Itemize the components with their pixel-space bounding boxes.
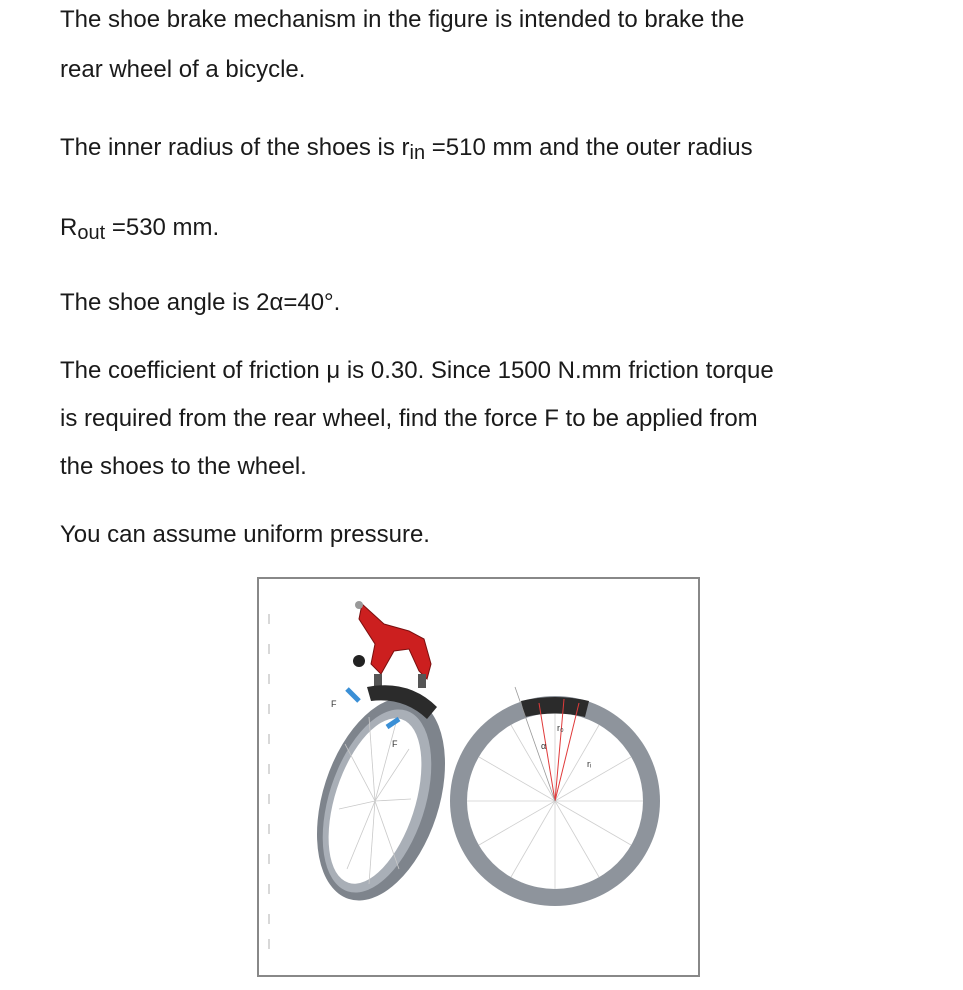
paragraph-1-line-1: The shoe brake mechanism in the figure is intended to brake the — [60, 6, 745, 33]
label-f-mid: F — [392, 739, 398, 749]
paragraph-1-line-2: rear wheel of a bicycle. — [60, 56, 306, 83]
paragraph-2 — [60, 134, 753, 162]
inner-radius-value: =510 mm and the outer radius — [425, 134, 753, 161]
outer-radius-subscript: out — [77, 222, 106, 244]
label-alpha: α — [541, 741, 547, 751]
brake-diagram — [259, 579, 698, 975]
inner-radius-prefix: The inner radius of the shoes is — [60, 134, 402, 161]
brake-caliper — [353, 601, 431, 688]
brake-figure — [257, 577, 700, 977]
paragraph-3 — [60, 214, 219, 242]
outer-radius-symbol: R — [60, 214, 78, 241]
front-wheel — [450, 687, 660, 906]
label-r-inner: rᵢ — [587, 759, 592, 769]
outer-radius-value: =530 mm. — [105, 214, 220, 241]
perspective-wheel — [293, 681, 468, 917]
force-arrow-left — [347, 689, 359, 701]
paragraph-5-line-2: is required from the rear wheel, find the force F to be applied from — [60, 405, 758, 432]
inner-radius-subscript: in — [409, 142, 426, 164]
paragraph-6: You can assume uniform pressure. — [60, 521, 430, 548]
paragraph-4: The shoe angle is 2α=40°. — [60, 289, 341, 316]
label-r-outer: r₀ — [557, 723, 564, 733]
label-f-top: F — [331, 699, 337, 709]
paragraph-5-line-1: The coefficient of friction μ is 0.30. Since 1500 N.mm friction torque — [60, 357, 774, 384]
inner-radius-symbol: r — [401, 134, 410, 161]
paragraph-5-line-3: the shoes to the wheel. — [60, 453, 307, 480]
